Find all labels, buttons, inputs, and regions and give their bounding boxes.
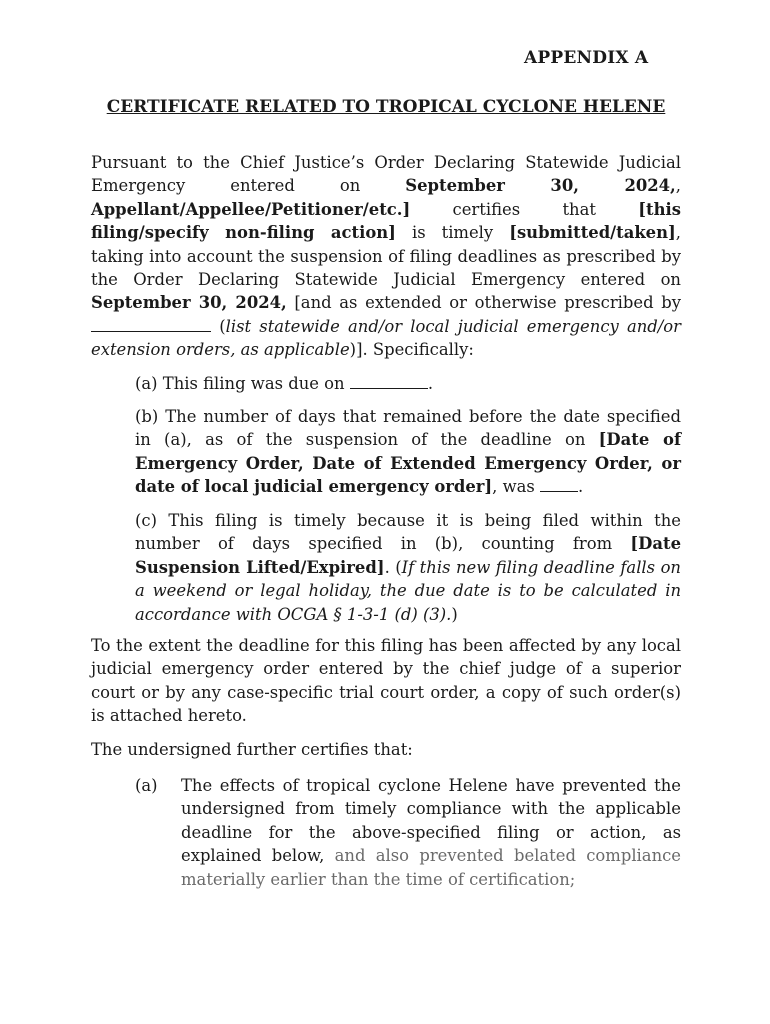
intro-text-5: , taking into account the suspension of filing deadlines as prescribed by the Order Declaring Statewide Judicial Emergency entered on <box>91 223 682 290</box>
item-b-text: (b) The number of days that remained before the date specified in (a), as of the suspension of the deadline on <box>135 407 681 450</box>
item-a-text: (a) This filing was due on <box>135 374 350 393</box>
intro-paragraph <box>91 151 681 362</box>
item-b-days-remaining <box>135 405 681 499</box>
appendix-heading: APPENDIX A <box>524 48 649 68</box>
item-c-text: (c) This filing is timely because it is being filed within the number of days specified in (b), counting from <box>135 511 681 554</box>
intro-text-7: ( <box>211 316 226 336</box>
intro-submitted-taken: [submitted/taken] <box>509 223 676 243</box>
list-a-text-2: and also prevented belated compliance materially earlier than the time of certification; <box>181 846 682 889</box>
due-date-blank[interactable] <box>350 374 428 389</box>
intro-date-2: September 30, 2024, <box>91 293 287 313</box>
intro-text-4: is timely <box>395 223 510 243</box>
item-b-bold-dates: [Date of Emergency Order, Date of Extended Emergency Order, or date of local judicial emergency order] <box>135 430 681 497</box>
list-item-a-text <box>181 774 681 891</box>
intro-date-1: September 30, 2024, <box>405 176 676 196</box>
item-a-due-date <box>135 372 681 395</box>
item-c-text-2: . ( <box>384 557 402 577</box>
intro-text-3: certifies that <box>410 199 639 219</box>
certificate-title: CERTIFICATE RELATED TO TROPICAL CYCLONE HELENE <box>106 97 666 117</box>
item-a-end: . <box>427 374 434 393</box>
item-c-italic-note: If this new filing deadline falls on a weekend or legal holiday, the due date is to be calculated in accordance with OCGA § 1-3-1 (d) (3). <box>135 557 681 624</box>
list-item-a-label: (a) <box>135 776 158 795</box>
item-c-end: ) <box>451 604 458 624</box>
orders-blank[interactable] <box>91 317 211 332</box>
intro-text-6: [and as extended or otherwise prescribed by <box>286 293 681 313</box>
item-b-text-2: , was <box>492 477 541 497</box>
intro-text-1: Pursuant to the Chief Justice’s Order Declaring Statewide Judicial Emergency entered on <box>91 153 681 196</box>
intro-filing-action: [this filing/specify non-filing action] <box>91 199 681 243</box>
intro-italic-orders: list statewide and/or local judicial emergency and/or extension orders, as applicable <box>91 316 682 360</box>
further-certifies-paragraph: The undersigned further certifies that: <box>91 740 413 759</box>
list-a-text-1: The effects of tropical cyclone Helene have prevented the undersigned from timely compliance with the applicable deadline for the above-specified filing or action, as explained below, <box>181 776 681 866</box>
days-blank[interactable] <box>540 477 578 492</box>
local-order-paragraph: To the extent the deadline for this filing has been affected by any local judicial emergency order entered by the chief judge of a superior court or by any case-specific trial court order, a copy of such order(s) is attached hereto. <box>91 636 681 726</box>
intro-text-8: )]. Specifically: <box>349 340 474 360</box>
intro-party: Appellant/Appellee/Petitioner/etc.] <box>91 199 411 219</box>
item-c-bold-date: [Date Suspension Lifted/Expired] <box>135 534 681 577</box>
item-c-timely <box>135 509 681 626</box>
item-b-end: . <box>578 477 584 497</box>
intro-text-2: , <box>675 176 681 196</box>
